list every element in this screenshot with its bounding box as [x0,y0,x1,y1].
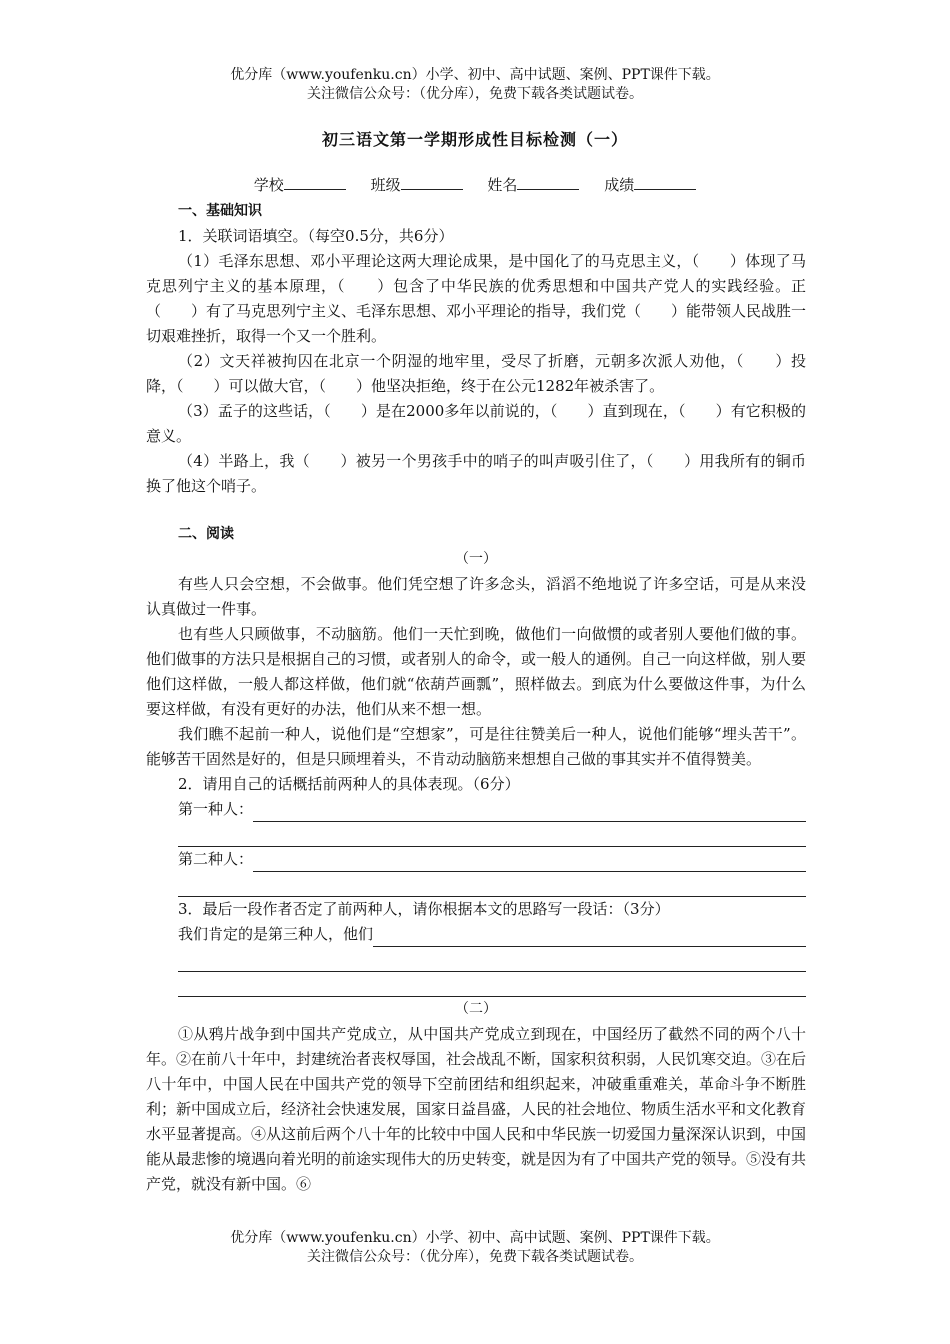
passage-1-paragraph: 我们瞧不起前一种人，说他们是“空想家”，可是往往赞美后一种人，说他们能够“埋头苦干”。能够苦干固然是好的，但是只顾埋着头，不肯动动脑筋来想想自己做的事其实并不值得赞美。 [146,725,806,768]
passage-1-paragraph: 也有些人只顾做事，不动脑筋。他们一天忙到晚，做他们一向做惯的或者别人要他们做的事。他们做事的方法只是根据自己的习惯，或者别人的命令，或一般人的通例。自己一向这样做，别人要他们这样做，一般人都这样做，他们就“依葫芦画瓢”，照样做去。到底为什么要做这件事，为什么要这样做，有没有更好的办法，他们从来不想一想。 [146,625,807,718]
question-1: 1．关联词语填空。（每空0.5分，共6分） [178,227,454,245]
answer-third-kind[interactable] [178,922,806,947]
question-2: 2．请用自己的话概括前两种人的具体表现。（6分） [178,775,520,793]
answer-line[interactable] [253,854,806,872]
answer-label: 第一种人： [178,800,254,818]
passage-1-paragraph: 有些人只会空想，不会做事。他们凭空想了许多念头，滔滔不绝地说了许多空话，可是从来没认真做过一件事。 [146,575,806,618]
answer-line[interactable] [178,822,806,847]
section-heading: 一、基础知识 [178,203,262,219]
question-1-item-3: （3）孟子的这些话，（ ）是在2000多年以前说的，（ ）直到现在，（ ）有它积极的意义。 [146,402,806,445]
class-field[interactable]: 班级 [371,176,463,194]
answer-first-kind[interactable] [178,797,806,822]
answer-line[interactable] [178,947,806,972]
answer-second-kind[interactable] [178,847,806,872]
answer-line[interactable] [373,929,806,947]
school-field[interactable]: 学校 [254,176,346,194]
name-field[interactable]: 姓名 [487,176,579,194]
passage-1-label: （一） [455,551,497,567]
answer-line[interactable] [178,872,806,897]
answer-line[interactable] [253,804,806,822]
footer-line-2: 关注微信公众号：（优分库），免费下载各类试题试卷。 [307,1249,643,1265]
passage-2-label: （二） [455,1001,497,1017]
passage-2-paragraph: ①从鸦片战争到中国共产党成立，从中国共产党成立到现在，中国经历了截然不同的两个八十年。②在前八十年中，封建统治者丧权辱国，社会战乱不断，国家积贫积弱，人民饥寒交迫。③在后八十年中，中国人民在中国共产党的领导下空前团结和组织起来，冲破重重难关，革命斗争不断胜利；新中国成立后，经济社会快速发展，国家日益昌盛，人民的社会地位、物质生活水平和文化教育水平显著提高。④从这前后两个八十年的比较中中国人民和中华民族一切爱国力量深深认识到，中国能从最悲惨的境遇向着光明的前途实现伟大的历史转变，就是因为有了中国共产党的领导。⑤没有共产党，就没有新中国。⑥ [146,1025,807,1193]
answer-line[interactable] [178,972,806,997]
score-field[interactable]: 成绩 [604,176,696,194]
student-info-fields [0,174,950,195]
question-1-item-2: （2）文天祥被拘囚在北京一个阴湿的地牢里，受尽了折磨，元朝多次派人劝他，（ ）投降，（ ）可以做大官，（ ）他坚决拒绝，终于在公元1282年被杀害了。 [146,352,806,395]
section-reading [146,522,806,1197]
header-line-1: 优分库（www.youfenku.cn）小学、初中、高中试题、案例、PPT课件下载。 [230,67,720,83]
question-3: 3．最后一段作者否定了前两种人，请你根据本文的思路写一段话：（3分） [178,900,670,918]
question-1-item-4: （4）半路上，我（ ）被另一个男孩手中的哨子的叫声吸引住了，（ ）用我所有的铜币换了他这个哨子。 [146,452,806,495]
section-heading: 二、阅读 [178,526,234,542]
page-title: 初三语文第一学期形成性目标检测（一） [321,130,628,149]
question-1-item-1: （1）毛泽东思想、邓小平理论这两大理论成果，是中国化了的马克思主义，（ ）体现了马克思列宁主义的基本原理，（ ）包含了中华民族的优秀思想和中国共产党人的实践经验。正（ ）有了马克思列宁主义、毛泽东思想、邓小平理论的指导，我们党（ ）能带领人民战胜一切艰难挫折，取得一个又一个胜利。 [146,252,807,345]
footer-line-1: 优分库（www.youfenku.cn）小学、初中、高中试题、案例、PPT课件下载。 [230,1230,720,1246]
answer-label: 第二种人： [178,850,254,868]
section-basic-knowledge [146,199,806,499]
header-line-2: 关注微信公众号：（优分库），免费下载各类试题试卷。 [307,86,643,102]
answer-label: 我们肯定的是第三种人，他们 [178,925,374,943]
